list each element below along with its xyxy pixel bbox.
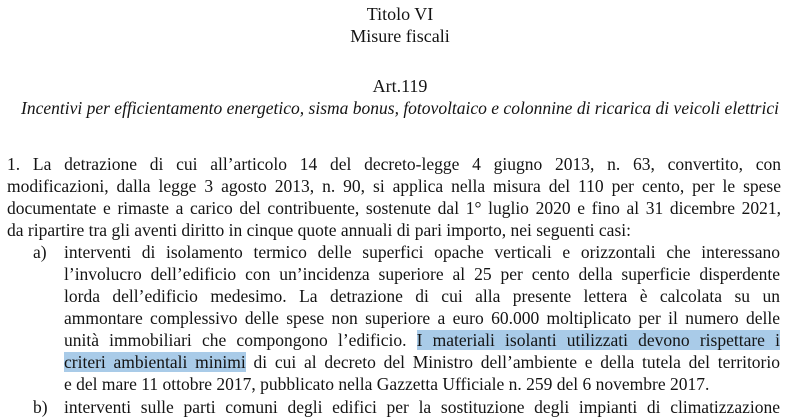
highlighted-text[interactable]: criteri ambientali minimi bbox=[64, 352, 246, 372]
paragraph-line: da ripartire tra gli aventi diritto in cinque quote annuali di pari importo, nei seguenti casi: bbox=[7, 220, 631, 240]
item-a-text: unità immobiliari che compongono l’edificio. bbox=[64, 330, 417, 350]
item-a-line: lorda dell’edificio medesimo. La detrazione di cui alla presente lettera è calcolata su un bbox=[64, 286, 780, 306]
item-a-line bbox=[64, 351, 780, 373]
paragraph-line: modificazioni, dalla legge 3 agosto 2013, n. 90, si applica nella misura del 110 per cento, per le spese bbox=[7, 176, 781, 196]
paragraph-line: documentate e rimaste a carico del contribuente, sostenute dal 1° luglio 2020 e fino al 31 dicembre 2021, bbox=[7, 198, 781, 218]
article-heading: Incentivi per efficientamento energetico, sisma bonus, fotovoltaico e colonnine di ricarica di veicoli elettrici bbox=[21, 98, 779, 118]
item-b-line: interventi sulle parti comuni degli edifici per la sostituzione degli impianti di climatizzazione bbox=[64, 397, 780, 417]
subtitle-heading: Misure fiscali bbox=[350, 26, 450, 46]
item-a-line: interventi di isolamento termico delle superfici opache verticali e orizzontali che interessano bbox=[64, 242, 780, 262]
paragraph-line: 1. La detrazione di cui all’articolo 14 del decreto-legge 4 giugno 2013, n. 63, convertito, con bbox=[7, 154, 781, 174]
item-a-line bbox=[64, 329, 780, 351]
title-heading: Titolo VI bbox=[366, 4, 434, 24]
item-a-text: di cui al decreto del Ministro dell’ambiente e della tutela del territorio bbox=[245, 352, 780, 372]
highlighted-text[interactable]: I materiali isolanti utilizzati devono rispettare i bbox=[416, 330, 780, 350]
item-marker-a: a) bbox=[33, 242, 47, 262]
item-marker-b: b) bbox=[33, 397, 48, 417]
item-a-line: ammontare complessivo delle spese non superiore a euro 60.000 moltiplicato per il numero delle bbox=[64, 308, 780, 328]
article-number: Art.119 bbox=[372, 76, 428, 96]
item-a-line: e del mare 11 ottobre 2017, pubblicato nella Gazzetta Ufficiale n. 259 del 6 novembre 2017. bbox=[64, 374, 710, 394]
item-a-line: l’involucro dell’edificio con un’incidenza superiore al 25 per cento della superficie disperdente bbox=[64, 264, 780, 284]
